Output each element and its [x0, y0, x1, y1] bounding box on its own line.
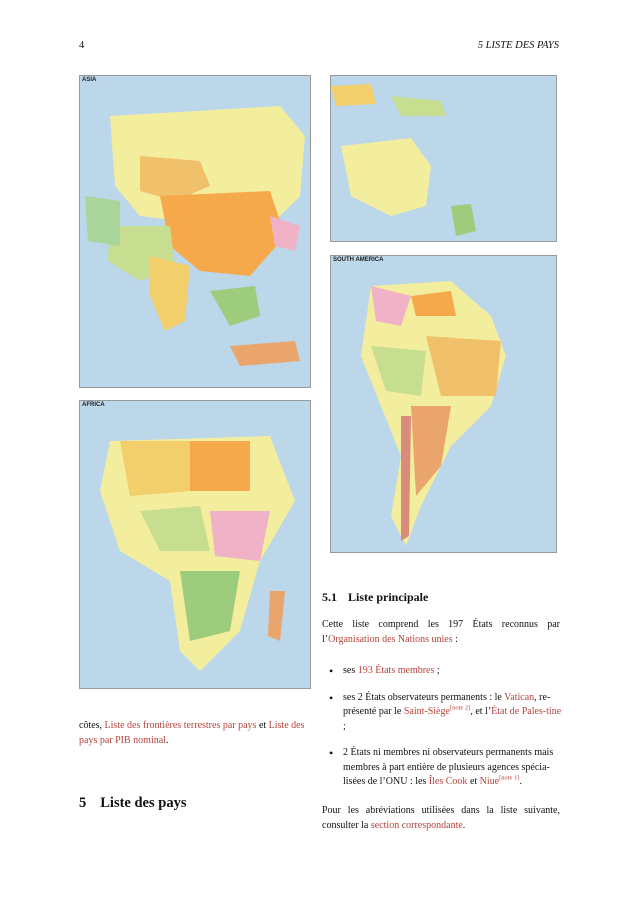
bullet-3-post: . — [519, 776, 523, 787]
asia-map-graphic — [80, 76, 310, 387]
bullet-member-states — [322, 664, 562, 679]
africa-map — [79, 400, 311, 689]
bullet-2-mid1: , re-présenté par le — [343, 691, 551, 717]
link-un[interactable]: Organisation des Nations unies — [328, 634, 453, 645]
link-cook-islands[interactable]: Îles Cook — [428, 776, 468, 787]
page-number: 4 — [79, 40, 85, 51]
left-text-end: . — [165, 735, 169, 746]
link-gdp-list[interactable]: Liste des pays par PIB nominal — [79, 720, 305, 746]
intro-post: : — [452, 634, 458, 645]
oceania-map — [330, 75, 557, 242]
bullet-2-mid2: , et l’ — [470, 706, 492, 717]
bullet-3-pre: 2 États ni membres ni observateurs permanents mais membres à part entière de plusieurs agences spécia-lisées de l’ONU : les — [343, 747, 554, 787]
section-5-heading — [79, 795, 186, 812]
intro-pre: Cette liste comprend les 197 États reconnus par l’ — [322, 619, 560, 645]
section-5-title: Liste des pays — [100, 795, 187, 811]
oceania-map-graphic — [331, 76, 556, 241]
closing-pre: Pour les abréviations utilisées dans la liste suivante, consulter la — [322, 805, 560, 831]
africa-map-title: AFRICA — [82, 402, 105, 408]
link-holy-see[interactable]: Saint-Siège — [403, 706, 450, 717]
left-text-pre: côtes, — [79, 720, 105, 731]
link-land-borders[interactable]: Liste des frontières terrestres par pays — [104, 720, 257, 731]
bullet-1-post: ; — [434, 665, 440, 676]
note-2-ref[interactable]: [note 2] — [449, 704, 471, 712]
section-5-1-heading — [322, 590, 428, 605]
bullet-1-pre: ses — [343, 665, 358, 676]
bullet-2-pre: ses 2 États observateurs permanents : le — [343, 691, 505, 703]
bullet-list — [322, 664, 562, 802]
south-america-map-graphic — [331, 256, 556, 552]
closing-post: . — [462, 820, 466, 831]
link-member-states[interactable]: 193 États membres — [357, 665, 435, 676]
section-5-1-intro — [322, 617, 560, 647]
asia-map — [79, 75, 311, 388]
bullet-2-post: ; — [343, 720, 346, 732]
link-niue[interactable]: Niue — [479, 776, 500, 787]
bullet-3-mid: et — [467, 776, 480, 787]
left-text-mid: et — [256, 720, 269, 731]
note-1-ref[interactable]: [note 1] — [499, 774, 520, 782]
running-title: 5 LISTE DES PAYS — [477, 40, 559, 51]
section-5-number: 5 — [79, 795, 87, 811]
link-vatican[interactable]: Vatican — [504, 691, 535, 703]
section-5-1-title: Liste principale — [348, 590, 429, 604]
link-palestine[interactable]: État de Pales-tine — [491, 706, 562, 717]
section-5-1-number: 5.1 — [322, 590, 337, 604]
asia-map-title: ASIA — [82, 77, 97, 83]
closing-paragraph — [322, 803, 560, 833]
africa-map-graphic — [80, 401, 310, 688]
bullet-observer-states — [322, 691, 562, 735]
south-america-map-title: SOUTH AMERICA — [333, 257, 384, 263]
south-america-map — [330, 255, 557, 553]
link-abbreviations-section[interactable]: section correspondante — [370, 820, 463, 831]
bullet-non-member-states — [322, 746, 562, 790]
left-text-paragraph — [79, 718, 311, 748]
